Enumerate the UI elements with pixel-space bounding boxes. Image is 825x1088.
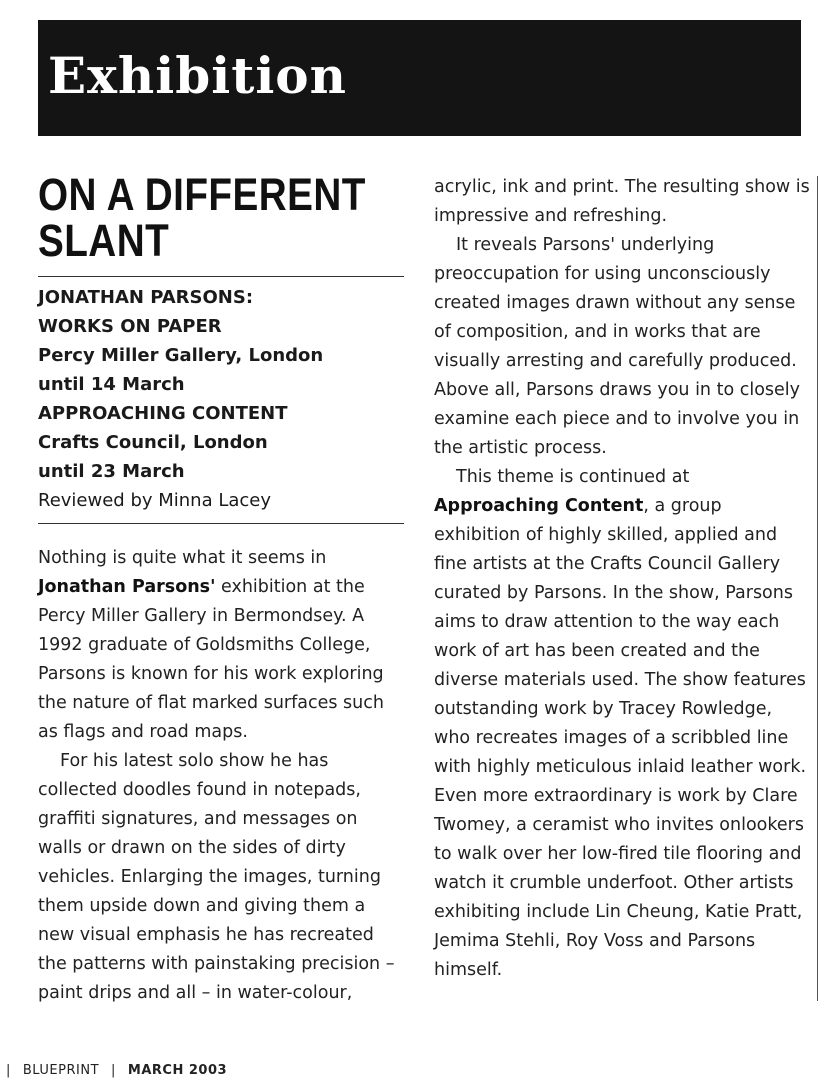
article-title <box>38 169 366 266</box>
credits-rule <box>38 523 404 524</box>
article-title-line-2: SLANT <box>38 215 170 266</box>
paragraph-4: This theme is continued at Approaching Content, a group exhibition of highly skilled, applied and fine artists at the Crafts Council Gallery curated by Parsons. In the show, Parsons aims to draw attention to the way each work of art has been created and the diverse materials used. The show features outstanding work by Tracey Rowledge, who recreates images of a scribbled line with highly meticulous inlaid leather work. Even more extraordinary is work by Clare Twomey, a ceramist who invites onlookers to walk over her low-fired tile flooring and watch it crumble underfoot. Other artists exhibiting include Lin Cheung, Katie Pratt, Jemima Stehli, Roy Voss and Parsons himself. <box>434 467 807 980</box>
paragraph-2: For his latest solo show he has collected doodles found in notepads, graffiti signatures, and messages on walls or drawn on the sides of dirty vehicles. Enlarging the images, turning them upside down and giving them a new visual emphasis he has recreated the patterns with painstaking precision – paint drips and all – in water-colour, <box>38 751 395 1003</box>
paragraph-3: It reveals Parsons' underlying preoccupation for using unconsciously created images drawn without any sense of composition, and in works that are visually arresting and carefully produced. Above all, Parsons draws you in to closely examine each piece and to involve you in the artistic process. <box>434 235 801 458</box>
credit-line: Percy Miller Gallery, London <box>38 345 324 366</box>
exhibition-credits <box>38 283 406 515</box>
section-header-band <box>38 20 801 136</box>
page-footer <box>6 1062 227 1080</box>
section-label: Exhibition <box>48 46 348 105</box>
column-divider <box>817 176 818 1001</box>
right-column <box>434 173 810 985</box>
paragraph-2-continued: acrylic, ink and print. The resulting show is impressive and refreshing. <box>434 177 810 226</box>
article-body-left <box>38 544 406 1008</box>
credit-line: until 14 March <box>38 374 185 395</box>
publication-name: BLUEPRINT <box>22 1063 100 1078</box>
credit-line: WORKS ON PAPER <box>38 316 222 337</box>
footer-separator: | <box>111 1063 116 1078</box>
paragraph-1: Nothing is quite what it seems in Jonathan Parsons' exhibition at the Percy Miller Gallery in Bermondsey. A 1992 graduate of Goldsmiths College, Parsons is known for his work exploring the nature of flat marked surfaces such as flags and road maps. <box>38 548 384 742</box>
issue-date: MARCH 2003 <box>127 1063 228 1078</box>
credit-line: Crafts Council, London <box>38 432 268 453</box>
credit-line: JONATHAN PARSONS: <box>38 287 254 308</box>
credit-line: until 23 March <box>38 461 185 482</box>
left-column <box>38 169 406 1008</box>
exhibition-name: Approaching Content <box>434 496 644 516</box>
footer-separator: | <box>6 1063 11 1078</box>
article-title-line-1: ON A DIFFERENT <box>38 169 366 220</box>
credit-line: APPROACHING CONTENT <box>38 403 288 424</box>
reviewer-byline: Reviewed by Minna Lacey <box>38 490 272 511</box>
artist-name: Jonathan Parsons' <box>38 577 216 597</box>
title-rule <box>38 276 404 277</box>
